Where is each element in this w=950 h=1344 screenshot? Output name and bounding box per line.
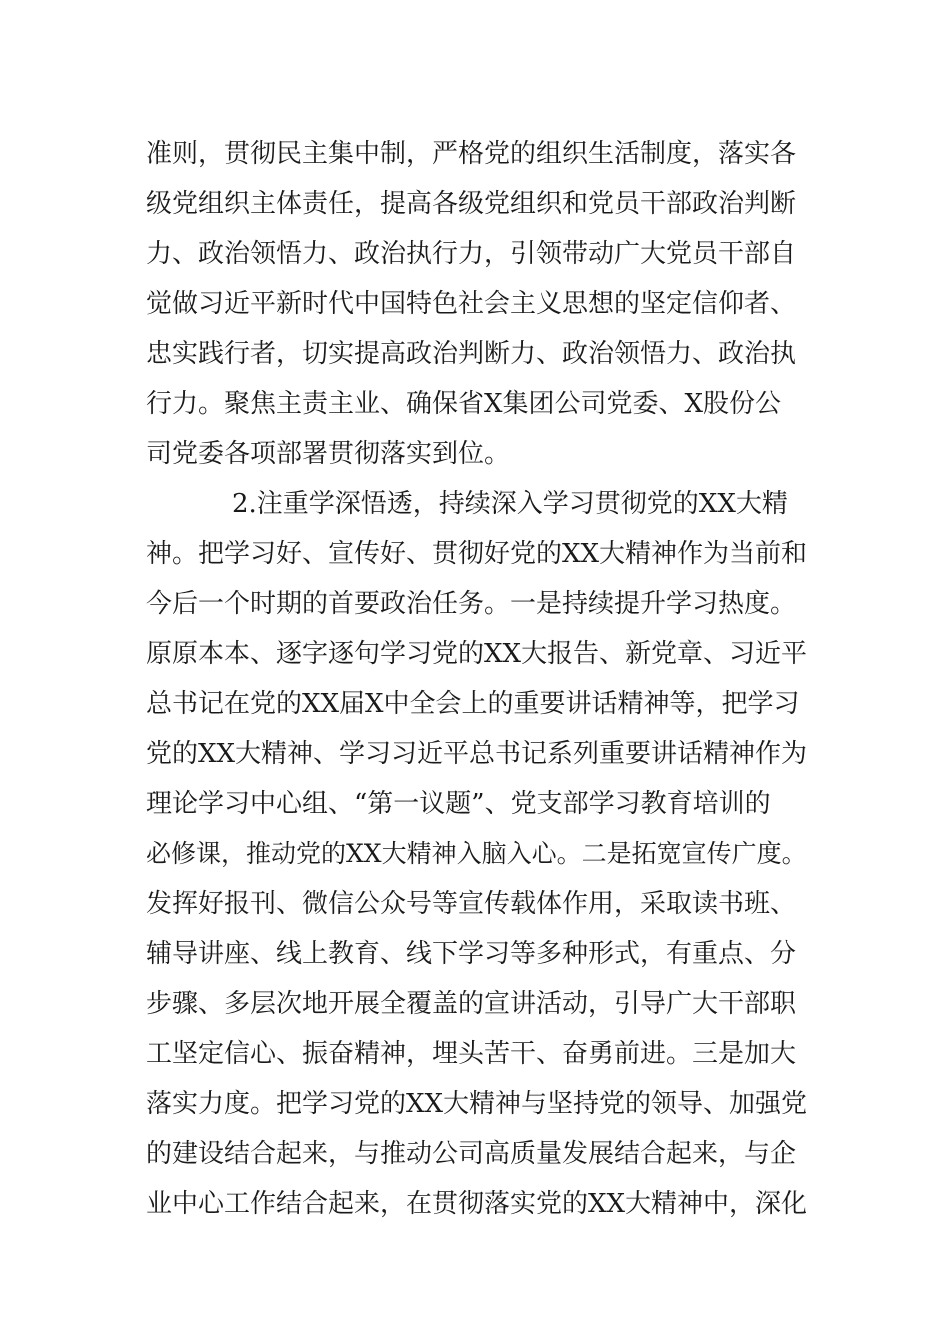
text-line: 步骤、多层次地开展全覆盖的宣讲活动，引导广大干部职	[146, 989, 797, 1019]
text-line: 党的XX大精神、学习习近平总书记系列重要讲话精神作为	[146, 739, 808, 769]
text-line: 落实力度。把学习党的XX大精神与坚持党的领导、加强党	[146, 1089, 808, 1119]
text-line: 业中心工作结合起来，在贯彻落实党的XX大精神中，深化	[146, 1189, 808, 1219]
text-line: 辅导讲座、线上教育、线下学习等多种形式，有重点、分	[146, 939, 797, 969]
text-line: 行力。聚焦主责主业、确保省X集团公司党委、X股份公	[146, 389, 782, 419]
text-line: 必修课，推动党的XX大精神入脑入心。二是拓宽宣传广度。	[146, 839, 807, 868]
section-heading-line: 2.注重学深悟透，持续深入学习贯彻党的XX大精	[232, 489, 788, 519]
text-line: 觉做习近平新时代中国特色社会主义思想的坚定信仰者、	[146, 289, 797, 319]
text-line: 准则，贯彻民主集中制，严格党的组织生活制度，落实各	[146, 139, 797, 169]
text-line: 级党组织主体责任，提高各级党组织和党员干部政治判断	[146, 189, 797, 219]
text-line: 的建设结合起来，与推动公司高质量发展结合起来，与企	[146, 1139, 797, 1169]
text-line: 力、政治领悟力、政治执行力，引领带动广大党员干部自	[146, 239, 797, 269]
text-line: 理论学习中心组、“第一议题”、党支部学习教育培训的	[146, 789, 771, 819]
text-line: 今后一个时期的首要政治任务。一是持续提升学习热度。	[146, 589, 797, 619]
text-line: 发挥好报刊、微信公众号等宣传载体作用，采取读书班、	[146, 889, 797, 919]
text-line: 司党委各项部署贯彻落实到位。	[146, 439, 511, 469]
text-line: 忠实践行者，切实提高政治判断力、政治领悟力、政治执	[146, 339, 797, 369]
text-line: 原原本本、逐字逐句学习党的XX大报告、新党章、习近平	[146, 639, 808, 669]
text-line: 神。把学习好、宣传好、贯彻好党的XX大精神作为当前和	[146, 539, 808, 569]
text-line: 总书记在党的XX届X中全会上的重要讲话精神等，把学习	[146, 689, 800, 719]
text-line: 工坚定信心、振奋精神，埋头苦干、奋勇前进。三是加大	[146, 1039, 797, 1069]
